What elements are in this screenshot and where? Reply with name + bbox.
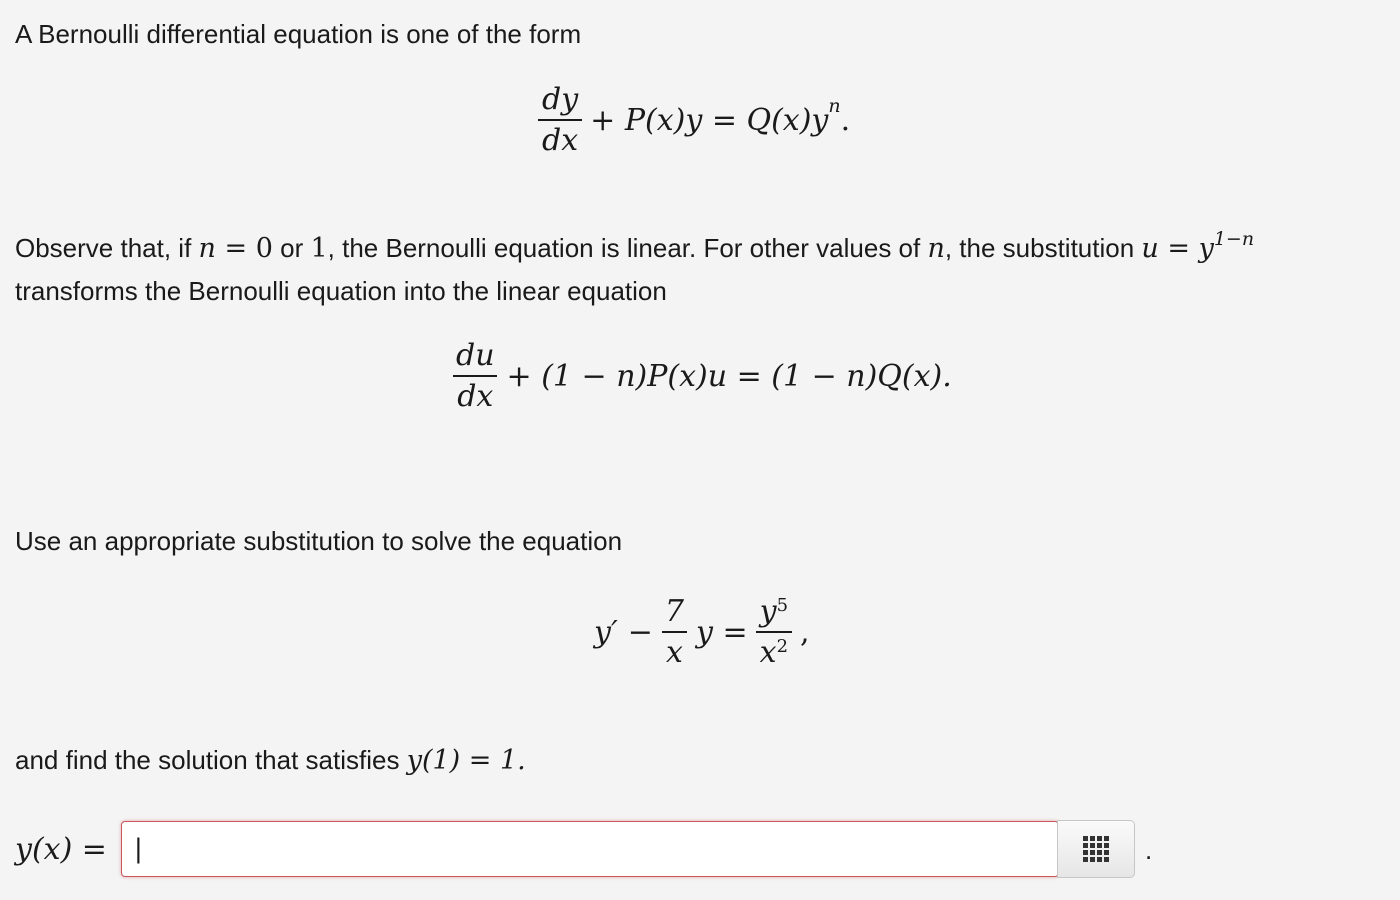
keypad-button[interactable] <box>1057 820 1135 878</box>
problem-equation: y′ − $\frac{7}{x}$ y = $\frac{y^5}{x^2}$ , <box>594 594 810 670</box>
seven-over-x-fraction: $\frac{7}{x}$ <box>661 594 688 670</box>
linear-rhs: + (1 − n)P(x)u = (1 − n)Q(x). <box>506 358 952 394</box>
answer-row <box>15 820 1152 878</box>
answer-input[interactable] <box>121 821 1059 877</box>
dy-dx-fraction: $\frac{dy}{dx}$ <box>538 82 582 158</box>
linear-equation <box>444 338 952 414</box>
y5-over-x2-fraction: $\frac{y^5}{x^2}$ <box>756 594 792 670</box>
answer-label: y(x) = <box>15 831 107 867</box>
instruction-text: Use an appropriate substitution to solve the equation <box>15 526 623 556</box>
trailing-period: . <box>1144 835 1153 865</box>
condition-text: and find the solution that satisfies y(1) = 1. <box>15 745 526 776</box>
observe-paragraph: Observe that, if n = 0 or 1, the Bernoulli equation is linear. For other values of n, the substitution $u = y^{1-n}$ transforms the Bernoulli equation into the linear equation <box>15 228 1255 306</box>
exponent-n: n <box>828 95 841 117</box>
du-dx-fraction: $\frac{du}{dx}$ <box>452 338 499 414</box>
bernoulli-rhs: + P(x)y = Q(x)y <box>590 102 829 138</box>
bernoulli-equation: $\frac{dy}{dx}$ + P(x)y = Q(x)y n . <box>530 82 850 158</box>
keypad-grid-icon <box>1083 836 1109 862</box>
intro-text: A Bernoulli differential equation is one of the form <box>15 19 582 49</box>
